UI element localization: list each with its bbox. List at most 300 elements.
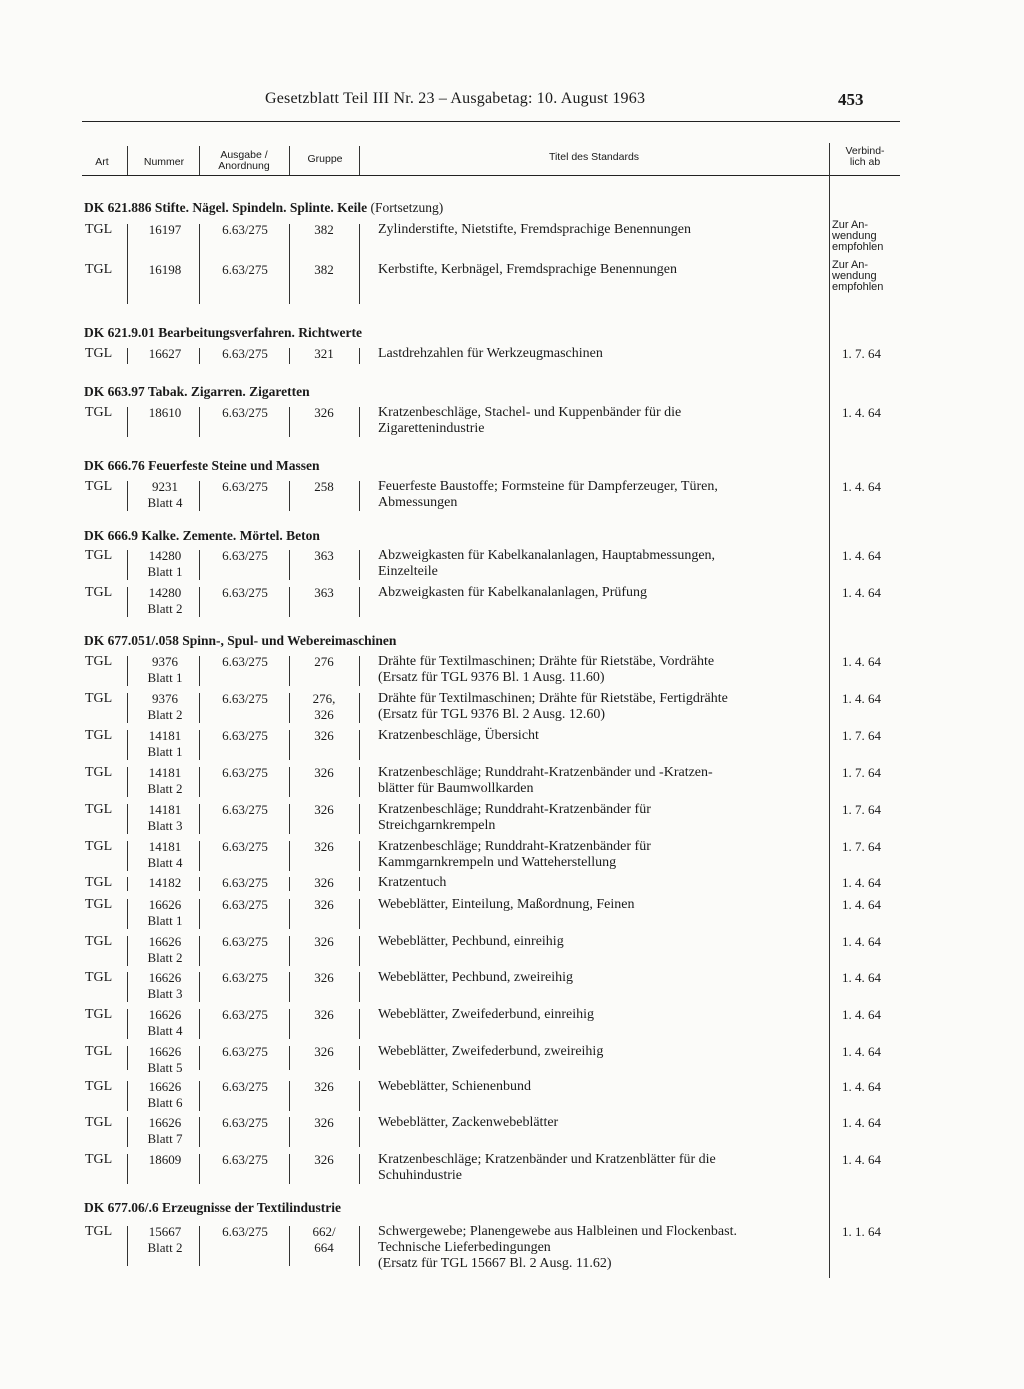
row-nummer [138, 405, 192, 421]
row-ausgabe: 6.63/275 [222, 728, 268, 743]
row-gruppe [296, 262, 352, 278]
row-divider [289, 877, 290, 891]
section-heading [84, 458, 319, 474]
gazette-title: Gesetzblatt Teil III Nr. 23 – Ausgabetag: 10. August 1963 [265, 90, 646, 107]
row-gruppe-value: 326 [314, 802, 334, 817]
row-divider [289, 730, 290, 760]
col-head-nummer: Nummer [143, 156, 185, 168]
section-heading [84, 633, 396, 649]
row-ausgabe: 6.63/275 [222, 802, 268, 817]
row-divider [289, 1046, 290, 1070]
table-row [0, 1007, 1024, 1043]
section-topic: Erzeugnisse der Textilindustrie [162, 1200, 342, 1215]
row-divider [199, 936, 200, 966]
section-dk: DK 677.06/.6 [84, 1200, 159, 1215]
row-gruppe-value: 326 [314, 1079, 334, 1094]
row-ausgabe: 6.63/275 [222, 1044, 268, 1059]
row-divider [289, 656, 290, 686]
table-row [0, 1152, 1024, 1188]
row-verbindlich-date: 1. 4. 64 [842, 1044, 881, 1059]
row-nummer-value: 18610 [148, 405, 182, 420]
row-nummer-value: 14181 [148, 839, 182, 854]
row-gruppe [296, 346, 352, 362]
row-divider [199, 804, 200, 834]
row-divider [127, 656, 128, 686]
row-divider [289, 841, 290, 871]
row-nummer-value: 14181 [148, 765, 182, 780]
row-titel [378, 691, 828, 723]
row-divider [127, 407, 128, 437]
row-divider [199, 550, 200, 580]
row-verbindlich-date: 1. 4. 64 [842, 479, 881, 494]
row-nummer-value: 16626 [148, 934, 182, 949]
row-divider [359, 1081, 360, 1111]
row-titel [378, 405, 828, 437]
col-head-ausgabe-line2: Anordnung [218, 160, 270, 172]
row-titel [378, 875, 828, 891]
row-divider [289, 1081, 290, 1111]
row-gruppe-value: 326 [314, 728, 334, 743]
row-divider [359, 1226, 360, 1266]
row-gruppe [296, 897, 352, 913]
row-divider [289, 550, 290, 580]
row-verbindlich-date: 1. 4. 64 [842, 1079, 881, 1094]
row-ausgabe: 6.63/275 [222, 839, 268, 854]
table-row [0, 875, 1024, 895]
row-titel [378, 479, 828, 511]
table-row [0, 897, 1024, 933]
row-divider [199, 481, 200, 511]
row-ausgabe: 6.63/275 [222, 875, 268, 890]
row-divider [127, 804, 128, 834]
table-row [0, 970, 1024, 1006]
row-blatt: Blatt 6 [147, 1095, 183, 1110]
row-divider [289, 972, 290, 1002]
row-titel [378, 548, 828, 580]
row-titel [378, 728, 828, 744]
row-divider [289, 1226, 290, 1266]
row-gruppe [296, 405, 352, 421]
row-divider [127, 348, 128, 364]
row-divider [359, 936, 360, 966]
row-ausgabe: 6.63/275 [222, 1007, 268, 1022]
row-gruppe-value: 326 [314, 970, 334, 985]
section-dk: DK 666.76 [84, 458, 145, 473]
row-nummer-value: 14280 [148, 585, 182, 600]
row-nummer-value: 16627 [148, 346, 182, 361]
row-verbindlich-date: 1. 1. 64 [842, 1224, 881, 1239]
row-gruppe [296, 1115, 352, 1131]
row-nummer-value: 15667 [148, 1224, 182, 1239]
row-nummer [138, 479, 192, 511]
row-titel [378, 222, 828, 238]
table-row [0, 728, 1024, 764]
row-nummer [138, 1224, 192, 1256]
row-divider [127, 550, 128, 580]
row-gruppe-value: 276 [314, 654, 334, 669]
table-row [0, 548, 1024, 584]
row-divider [199, 972, 200, 1002]
row-art: TGL [85, 1224, 113, 1239]
row-nummer-value: 16626 [148, 970, 182, 985]
row-divider [127, 767, 128, 797]
row-titel [378, 802, 828, 834]
row-verbindlich-line: empfohlen [832, 241, 884, 253]
table-row [0, 654, 1024, 690]
row-blatt: Blatt 3 [147, 986, 183, 1001]
row-blatt: Blatt 1 [147, 744, 183, 759]
row-gruppe [296, 479, 352, 495]
col-head-art: Art [95, 156, 109, 168]
row-gruppe [296, 728, 352, 744]
row-titel [378, 1079, 828, 1095]
row-gruppe-value: 382 [314, 222, 334, 237]
row-ausgabe: 6.63/275 [222, 1152, 268, 1167]
section-topic: Stifte. Nägel. Spindeln. Splinte. Keile [154, 200, 368, 215]
row-gruppe-value: 321 [314, 346, 334, 361]
row-divider [359, 1009, 360, 1039]
row-verbindlich-date: 1. 4. 64 [842, 934, 881, 949]
row-gruppe [296, 765, 352, 781]
row-gruppe [296, 802, 352, 818]
row-divider [199, 264, 200, 304]
row-nummer [138, 897, 192, 929]
table-row [0, 691, 1024, 727]
row-verbindlich-line: Zur An- [832, 219, 869, 231]
row-art: TGL [85, 765, 113, 780]
row-divider [199, 407, 200, 437]
row-gruppe [296, 222, 352, 238]
row-divider [127, 587, 128, 617]
row-divider [359, 693, 360, 723]
row-art: TGL [85, 970, 113, 985]
row-blatt: Blatt 4 [147, 1023, 183, 1038]
row-blatt: Blatt 2 [147, 950, 183, 965]
row-nummer [138, 346, 192, 362]
row-art: TGL [85, 1079, 113, 1094]
section-topic: Tabak. Zigarren. Zigaretten [147, 384, 310, 399]
row-gruppe-value: 326 [314, 1044, 334, 1059]
row-gruppe [296, 654, 352, 670]
row-blatt: Blatt 5 [147, 1060, 183, 1075]
row-titel-line: Webeblätter, Schienenbund [378, 1079, 532, 1094]
row-nummer [138, 1007, 192, 1039]
row-nummer [138, 728, 192, 760]
row-nummer [138, 262, 192, 278]
row-titel-line: blätter für Baumwollkarden [378, 781, 534, 796]
row-titel-line: Abmessungen [378, 495, 458, 510]
row-divider [199, 1117, 200, 1147]
row-divider [199, 587, 200, 617]
row-nummer [138, 875, 192, 891]
row-titel-line: Kammgarnkrempeln und Watteherstellung [378, 855, 617, 870]
row-gruppe [296, 1152, 352, 1168]
row-gruppe [296, 1079, 352, 1095]
row-titel-line: Abzweigkasten für Kabelkanalanlagen, Hauptabmessungen, [378, 548, 716, 563]
section-heading [84, 1200, 341, 1216]
row-divider [359, 804, 360, 834]
row-divider [289, 767, 290, 797]
table-row [0, 405, 1024, 441]
row-titel-line: Kratzenbeschläge; Runddraht-Kratzenbänder für [378, 839, 651, 854]
row-titel [378, 970, 828, 986]
row-ausgabe: 6.63/275 [222, 691, 268, 706]
row-art: TGL [85, 585, 113, 600]
row-verbindlich-date: 1. 4. 64 [842, 548, 881, 563]
row-divider [199, 899, 200, 929]
row-ausgabe: 6.63/275 [222, 548, 268, 563]
row-divider [359, 656, 360, 686]
row-nummer [138, 548, 192, 580]
row-ausgabe: 6.63/275 [222, 222, 268, 237]
row-art: TGL [85, 1044, 113, 1059]
table-row [0, 479, 1024, 515]
row-art: TGL [85, 1152, 113, 1167]
row-titel-line: Kratzenbeschläge; Runddraht-Kratzenbänder für [378, 802, 651, 817]
row-nummer [138, 1152, 192, 1168]
row-divider [199, 656, 200, 686]
row-art: TGL [85, 1007, 113, 1022]
col-head-titel: Titel des Standards [548, 151, 640, 163]
row-blatt: Blatt 1 [147, 913, 183, 928]
col-head-ausgabe [203, 150, 285, 172]
row-verbindlich-line: wendung [832, 270, 877, 282]
row-titel-line: Kratzentuch [378, 875, 447, 890]
col-head-ausgabe-line1: Ausgabe / [220, 149, 268, 161]
row-nummer [138, 654, 192, 686]
row-divider [289, 264, 290, 304]
row-verbindlich-date: 1. 4. 64 [842, 691, 881, 706]
row-verbindlich-date: 1. 4. 64 [842, 1115, 881, 1130]
row-titel-line: Kratzenbeschläge; Kratzenbänder und Kratzenblätter für die [378, 1152, 716, 1167]
row-verbindlich-date: 1. 4. 64 [842, 970, 881, 985]
row-divider [359, 481, 360, 511]
row-divider [199, 348, 200, 364]
row-divider [289, 348, 290, 364]
row-blatt: Blatt 2 [147, 1240, 183, 1255]
row-divider [289, 1117, 290, 1147]
row-divider [359, 264, 360, 304]
row-titel-line: Webeblätter, Einteilung, Maßordnung, Feinen [378, 897, 635, 912]
row-divider [359, 407, 360, 437]
row-divider [127, 264, 128, 304]
row-gruppe-value: 326 [314, 897, 334, 912]
row-titel-line: Zigarettenindustrie [378, 421, 485, 436]
row-verbindlich-line: Zur An- [832, 259, 869, 271]
row-gruppe-value: 326 [314, 1115, 334, 1130]
row-divider [289, 1154, 290, 1184]
row-gruppe [296, 970, 352, 986]
row-titel-line: Webeblätter, Pechbund, einreihig [378, 934, 564, 949]
row-ausgabe: 6.63/275 [222, 970, 268, 985]
row-nummer-value: 14280 [148, 548, 182, 563]
row-nummer [138, 691, 192, 723]
row-verbindlich-date: 1. 4. 64 [842, 405, 881, 420]
row-nummer-value: 16626 [148, 1079, 182, 1094]
section-heading [84, 528, 320, 544]
row-ausgabe: 6.63/275 [222, 765, 268, 780]
row-gruppe-value: 326 [314, 765, 334, 780]
row-titel [378, 1007, 828, 1023]
row-gruppe-value: 326 [314, 839, 334, 854]
row-titel-line: Lastdrehzahlen für Werkzeugmaschinen [378, 346, 603, 361]
row-titel-line: Kratzenbeschläge, Stachel- und Kuppenbänder für die [378, 405, 682, 420]
row-titel [378, 346, 828, 362]
row-divider [127, 841, 128, 871]
row-titel-line: (Ersatz für TGL 9376 Bl. 1 Ausg. 11.60) [378, 670, 605, 685]
row-gruppe-value: 326 [314, 934, 334, 949]
row-art: TGL [85, 405, 113, 420]
row-ausgabe: 6.63/275 [222, 934, 268, 949]
row-titel [378, 262, 828, 278]
row-divider [127, 693, 128, 723]
row-ausgabe: 6.63/275 [222, 1224, 268, 1239]
row-titel [378, 585, 828, 601]
row-verbindlich-note [832, 220, 883, 253]
row-divider [289, 936, 290, 966]
row-divider [127, 1081, 128, 1111]
row-gruppe [296, 691, 352, 723]
section-topic: Bearbeitungsverfahren. Richtwerte [158, 325, 362, 340]
row-divider [199, 1226, 200, 1266]
row-titel-line: Webeblätter, Zackenwebeblätter [378, 1115, 559, 1130]
row-divider [199, 1081, 200, 1111]
row-blatt: Blatt 2 [147, 781, 183, 796]
row-titel-line: Drähte für Textilmaschinen; Drähte für Rietstäbe, Vordrähte [378, 654, 715, 669]
row-titel [378, 1152, 828, 1184]
row-verbindlich-date: 1. 4. 64 [842, 654, 881, 669]
row-ausgabe: 6.63/275 [222, 897, 268, 912]
row-divider [127, 481, 128, 511]
row-verbindlich-date: 1. 7. 64 [842, 728, 881, 743]
row-nummer-value: 16626 [148, 1007, 182, 1022]
row-divider [127, 1154, 128, 1184]
row-blatt: Blatt 4 [147, 855, 183, 870]
row-nummer-value: 14181 [148, 802, 182, 817]
row-gruppe-value: 662/ [312, 1224, 336, 1239]
row-verbindlich-date: 1. 4. 64 [842, 1007, 881, 1022]
row-ausgabe: 6.63/275 [222, 585, 268, 600]
row-divider [127, 972, 128, 1002]
row-blatt: Blatt 1 [147, 564, 183, 579]
row-nummer [138, 1079, 192, 1111]
row-divider [359, 348, 360, 364]
row-nummer-value: 9376 [152, 691, 178, 706]
row-titel-line: Feuerfeste Baustoffe; Formsteine für Dampferzeuger, Türen, [378, 479, 718, 494]
row-divider [127, 1117, 128, 1147]
row-gruppe [296, 548, 352, 564]
row-divider [359, 550, 360, 580]
row-nummer-value: 16626 [148, 897, 182, 912]
col-head-verbindlich-line1: Verbind- [845, 145, 885, 157]
row-art: TGL [85, 728, 113, 743]
row-ausgabe: 6.63/275 [222, 1115, 268, 1130]
row-nummer-value: 18609 [148, 1152, 182, 1167]
row-titel-line: Schuhindustrie [378, 1168, 462, 1183]
row-nummer-value: 14181 [148, 728, 182, 743]
row-ausgabe: 6.63/275 [222, 479, 268, 494]
page-number: 453 [838, 90, 864, 109]
row-gruppe-value: 258 [314, 479, 334, 494]
row-titel-line: (Ersatz für TGL 15667 Bl. 2 Ausg. 11.62) [378, 1256, 612, 1271]
section-dk: DK 621.886 [84, 200, 152, 215]
row-divider [289, 899, 290, 929]
row-nummer [138, 970, 192, 1002]
row-titel [378, 1115, 828, 1131]
row-divider [359, 972, 360, 1002]
row-art: TGL [85, 875, 113, 890]
row-nummer-value: 16626 [148, 1115, 182, 1130]
row-titel-line: Webeblätter, Pechbund, zweireihig [378, 970, 574, 985]
row-divider [359, 1046, 360, 1070]
row-titel-line: Technische Lieferbedingungen [378, 1240, 551, 1255]
row-divider [199, 730, 200, 760]
row-divider [127, 1226, 128, 1266]
row-divider [199, 877, 200, 891]
row-nummer-value: 9231 [152, 479, 178, 494]
row-titel [378, 934, 828, 950]
row-divider [127, 730, 128, 760]
row-divider [289, 587, 290, 617]
row-verbindlich-date: 1. 7. 64 [842, 765, 881, 780]
row-divider [199, 693, 200, 723]
row-gruppe-value: 326 [314, 1007, 334, 1022]
row-gruppe-value: 326 [314, 1152, 334, 1167]
row-gruppe-value: 363 [314, 548, 334, 563]
row-divider [289, 481, 290, 511]
row-divider [289, 407, 290, 437]
table-row [0, 1079, 1024, 1115]
page-header [0, 90, 1024, 116]
row-divider [127, 1009, 128, 1039]
row-divider [199, 767, 200, 797]
row-titel [378, 1224, 828, 1272]
table-row [0, 839, 1024, 875]
table-row [0, 346, 1024, 368]
row-divider [359, 730, 360, 760]
section-dk: DK 677.051/.058 [84, 633, 179, 648]
col-divider [289, 146, 290, 176]
section-dk: DK 663.97 [84, 384, 145, 399]
row-divider [289, 1009, 290, 1039]
row-titel [378, 1044, 828, 1060]
row-divider [199, 1154, 200, 1184]
section-dk: DK 666.9 [84, 528, 138, 543]
row-nummer-value: 16198 [148, 262, 182, 277]
row-verbindlich-date: 1. 7. 64 [842, 346, 881, 361]
row-ausgabe: 6.63/275 [222, 405, 268, 420]
row-nummer [138, 1044, 192, 1076]
row-verbindlich-date: 1. 4. 64 [842, 897, 881, 912]
section-heading [84, 325, 362, 341]
section-suffix: (Fortsetzung) [370, 200, 444, 215]
col-head-gruppe: Gruppe [307, 153, 343, 165]
header-rule [82, 175, 900, 176]
section-heading [84, 200, 443, 216]
row-divider [127, 877, 128, 891]
section-topic: Spinn-, Spul- und Webereimaschinen [182, 633, 397, 648]
row-gruppe-value: 326 [314, 875, 334, 890]
row-nummer [138, 765, 192, 797]
row-divider [199, 841, 200, 871]
row-divider [127, 1046, 128, 1070]
row-divider [289, 804, 290, 834]
row-art: TGL [85, 479, 113, 494]
row-nummer [138, 222, 192, 238]
col-head-verbindlich-line2: lich ab [849, 156, 881, 168]
table-row [0, 259, 1024, 308]
row-divider [199, 1046, 200, 1070]
